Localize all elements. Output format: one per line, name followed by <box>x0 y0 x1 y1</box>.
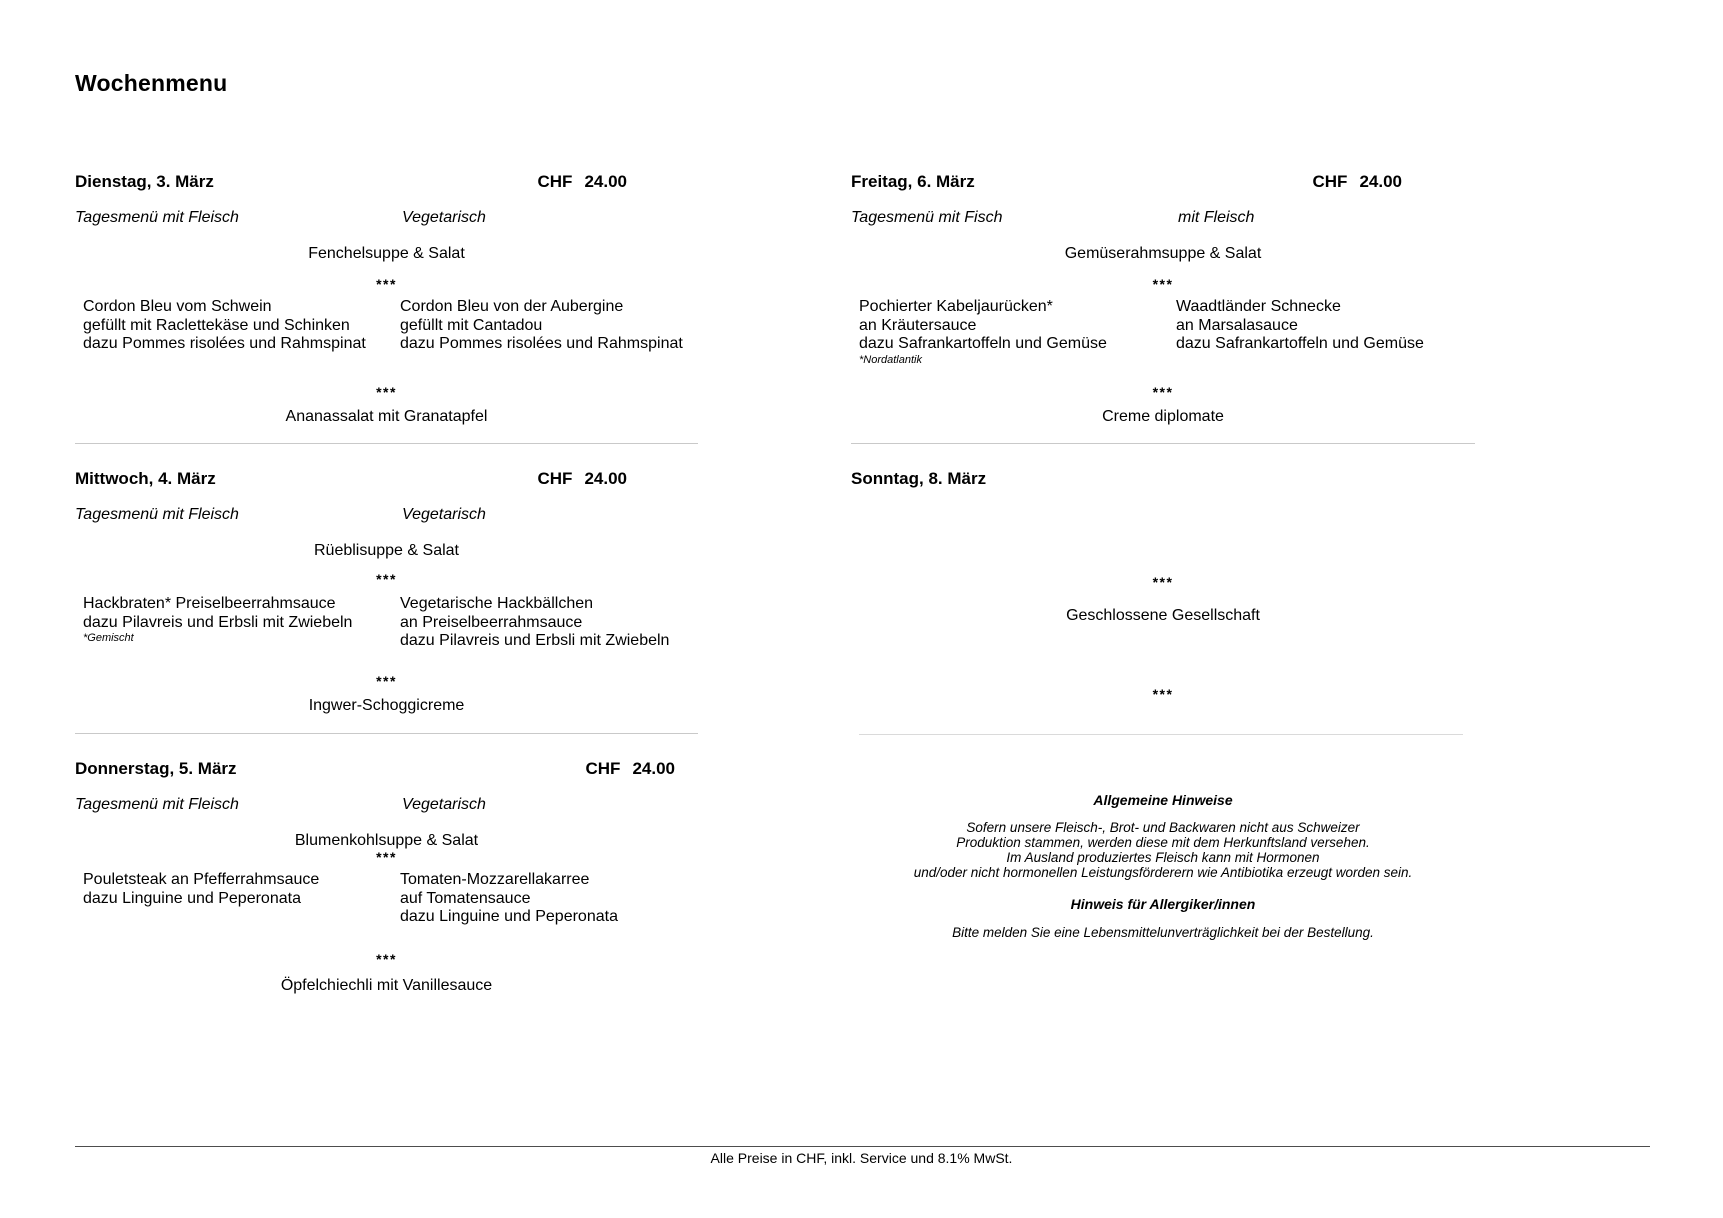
section-divider <box>859 734 1463 735</box>
day-title: Sonntag, 8. März <box>851 469 987 488</box>
meal-type-label-left: Tagesmenü mit Fleisch <box>75 209 239 226</box>
price-currency: CHF <box>1312 172 1348 191</box>
dessert-course: Ananassalat mit Granatapfel <box>285 408 488 425</box>
dish-line: Vegetarische Hackbällchen <box>400 595 594 612</box>
section-divider <box>75 443 698 444</box>
main-course-left <box>859 298 1107 367</box>
dish-line: gefüllt mit Raclettekäse und Schinken <box>83 316 350 334</box>
course-separator: *** <box>1152 686 1174 702</box>
notes-line: Im Ausland produziertes Fleisch kann mit Hormonen <box>1006 850 1320 865</box>
dessert-course: Öpfelchiechli mit Vanillesauce <box>280 977 493 994</box>
day-section-sunday <box>851 469 1475 735</box>
footer-note: Alle Preise in CHF, inkl. Service und 8.1% MwSt. <box>710 1150 1013 1166</box>
course-separator: *** <box>376 951 397 967</box>
dish-line: auf Tomatensauce <box>400 889 531 907</box>
main-courses <box>75 298 698 356</box>
day-title: Freitag, 6. März <box>851 172 975 191</box>
dish-line: Cordon Bleu von der Aubergine <box>400 298 624 315</box>
course-separator: *** <box>1152 574 1174 590</box>
menu-column-left <box>75 168 698 996</box>
dish-line: Cordon Bleu vom Schwein <box>83 298 272 315</box>
meal-type-label-right: Vegetarisch <box>402 209 486 226</box>
course-separator: *** <box>376 276 397 292</box>
dish-line: an Kräutersauce <box>859 316 977 334</box>
course-separator: *** <box>1152 276 1174 292</box>
dish-line: Pouletsteak an Pfefferrahmsauce <box>83 871 320 888</box>
section-divider <box>851 443 1475 444</box>
dish-line: dazu Pommes risolées und Rahmspinat <box>83 335 366 352</box>
day-header <box>851 469 1475 489</box>
dish-line: dazu Pilavreis und Erbsli mit Zwiebeln <box>83 613 353 631</box>
main-courses <box>75 871 698 927</box>
meal-type-label-left: Tagesmenü mit Fleisch <box>75 796 239 813</box>
starter-course: Blumenkohlsuppe & Salat <box>294 832 479 849</box>
day-header <box>75 172 698 192</box>
day-price <box>538 469 628 489</box>
meal-type-label-left: Tagesmenü mit Fleisch <box>75 506 239 523</box>
main-course-left <box>83 871 319 908</box>
closed-notice: Geschlossene Gesellschaft <box>1066 607 1260 624</box>
day-section-friday <box>851 172 1475 444</box>
dish-line: Pochierter Kabeljaurücken* <box>859 298 1053 315</box>
main-course-right <box>400 298 683 354</box>
dish-line: Hackbraten* Preiselbeerrahmsauce <box>83 595 336 612</box>
meal-type-labels <box>75 208 698 228</box>
price-currency: CHF <box>585 759 621 778</box>
notes-line: und/oder nicht hormonellen Leistungsförderern wie Antibiotika erzeugt worden sein. <box>913 865 1413 880</box>
day-price <box>538 172 628 192</box>
course-separator: *** <box>376 571 397 587</box>
starter-course: Gemüserahmsuppe & Salat <box>1064 245 1262 262</box>
main-course-left <box>83 595 352 645</box>
dish-line: an Marsalasauce <box>1176 316 1298 334</box>
day-title: Donnerstag, 5. März <box>75 759 237 778</box>
notes-line: Produktion stammen, werden diese mit dem Herkunftsland versehen. <box>956 835 1370 850</box>
starter-course: Rüeblisuppe & Salat <box>314 542 459 559</box>
dish-line: dazu Linguine und Peperonata <box>400 908 618 925</box>
main-course-right <box>400 595 669 651</box>
starter-course: Fenchelsuppe & Salat <box>308 245 465 262</box>
day-header <box>75 759 698 779</box>
meal-type-label-right: mit Fleisch <box>1178 209 1255 226</box>
dish-line: dazu Pommes risolées und Rahmspinat <box>400 335 683 352</box>
day-title: Dienstag, 3. März <box>75 172 214 191</box>
course-separator: *** <box>376 384 397 400</box>
dish-line: Tomaten-Mozzarellakarree <box>400 871 590 888</box>
day-title: Mittwoch, 4. März <box>75 469 216 488</box>
notes-line: Sofern unsere Fleisch-, Brot- und Backwaren nicht aus Schweizer <box>966 820 1360 835</box>
price-amount: 24.00 <box>1359 172 1402 191</box>
dessert-course: Creme diplomate <box>1102 408 1224 425</box>
dish-footnote: *Nordatlantik <box>859 353 922 366</box>
dish-footnote: *Gemischt <box>83 632 134 644</box>
footer-rule <box>75 1146 1650 1147</box>
dish-line: Waadtländer Schnecke <box>1176 298 1341 315</box>
main-courses <box>75 595 698 667</box>
dish-line: dazu Safrankartoffeln und Gemüse <box>859 335 1107 352</box>
section-divider <box>75 733 698 734</box>
page-title: Wochenmenu <box>75 70 228 96</box>
main-course-left <box>83 298 366 354</box>
dish-line: dazu Safrankartoffeln und Gemüse <box>1176 335 1424 352</box>
price-currency: CHF <box>537 172 573 191</box>
price-amount: 24.00 <box>632 759 675 778</box>
course-separator: *** <box>1152 384 1174 400</box>
main-course-right <box>400 871 618 927</box>
general-notes-body <box>851 820 1475 880</box>
dish-line: an Preiselbeerrahmsauce <box>400 613 583 631</box>
dessert-course: Ingwer-Schoggicreme <box>308 697 465 714</box>
day-header <box>851 172 1475 192</box>
meal-type-labels <box>851 208 1475 228</box>
dish-line: gefüllt mit Cantadou <box>400 316 543 334</box>
day-header <box>75 469 698 489</box>
price-amount: 24.00 <box>584 172 627 191</box>
day-price <box>586 759 676 779</box>
meal-type-labels <box>75 505 698 525</box>
menu-column-right <box>851 168 1475 940</box>
allergy-notice-text: Bitte melden Sie eine Lebensmittelunverträglichkeit bei der Bestellung. <box>952 925 1374 940</box>
meal-type-label-left: Tagesmenü mit Fisch <box>851 209 1003 226</box>
price-amount: 24.00 <box>584 469 627 488</box>
day-section-tuesday <box>75 172 698 444</box>
general-notes <box>851 791 1475 940</box>
main-course-right <box>1176 298 1424 354</box>
course-separator: *** <box>376 673 397 689</box>
allergy-notice-title: Hinweis für Allergiker/innen <box>1070 896 1256 912</box>
day-price <box>1313 172 1403 192</box>
meal-type-labels <box>75 795 698 815</box>
day-section-thursday <box>75 759 698 996</box>
main-courses <box>851 298 1475 366</box>
general-notes-title: Allgemeine Hinweise <box>1093 792 1233 808</box>
dish-line: dazu Linguine und Peperonata <box>83 889 301 907</box>
dish-line: dazu Pilavreis und Erbsli mit Zwiebeln <box>400 632 670 649</box>
meal-type-label-right: Vegetarisch <box>402 506 486 523</box>
meal-type-label-right: Vegetarisch <box>402 796 486 813</box>
course-separator: *** <box>376 849 397 865</box>
price-currency: CHF <box>537 469 573 488</box>
day-section-wednesday <box>75 469 698 734</box>
